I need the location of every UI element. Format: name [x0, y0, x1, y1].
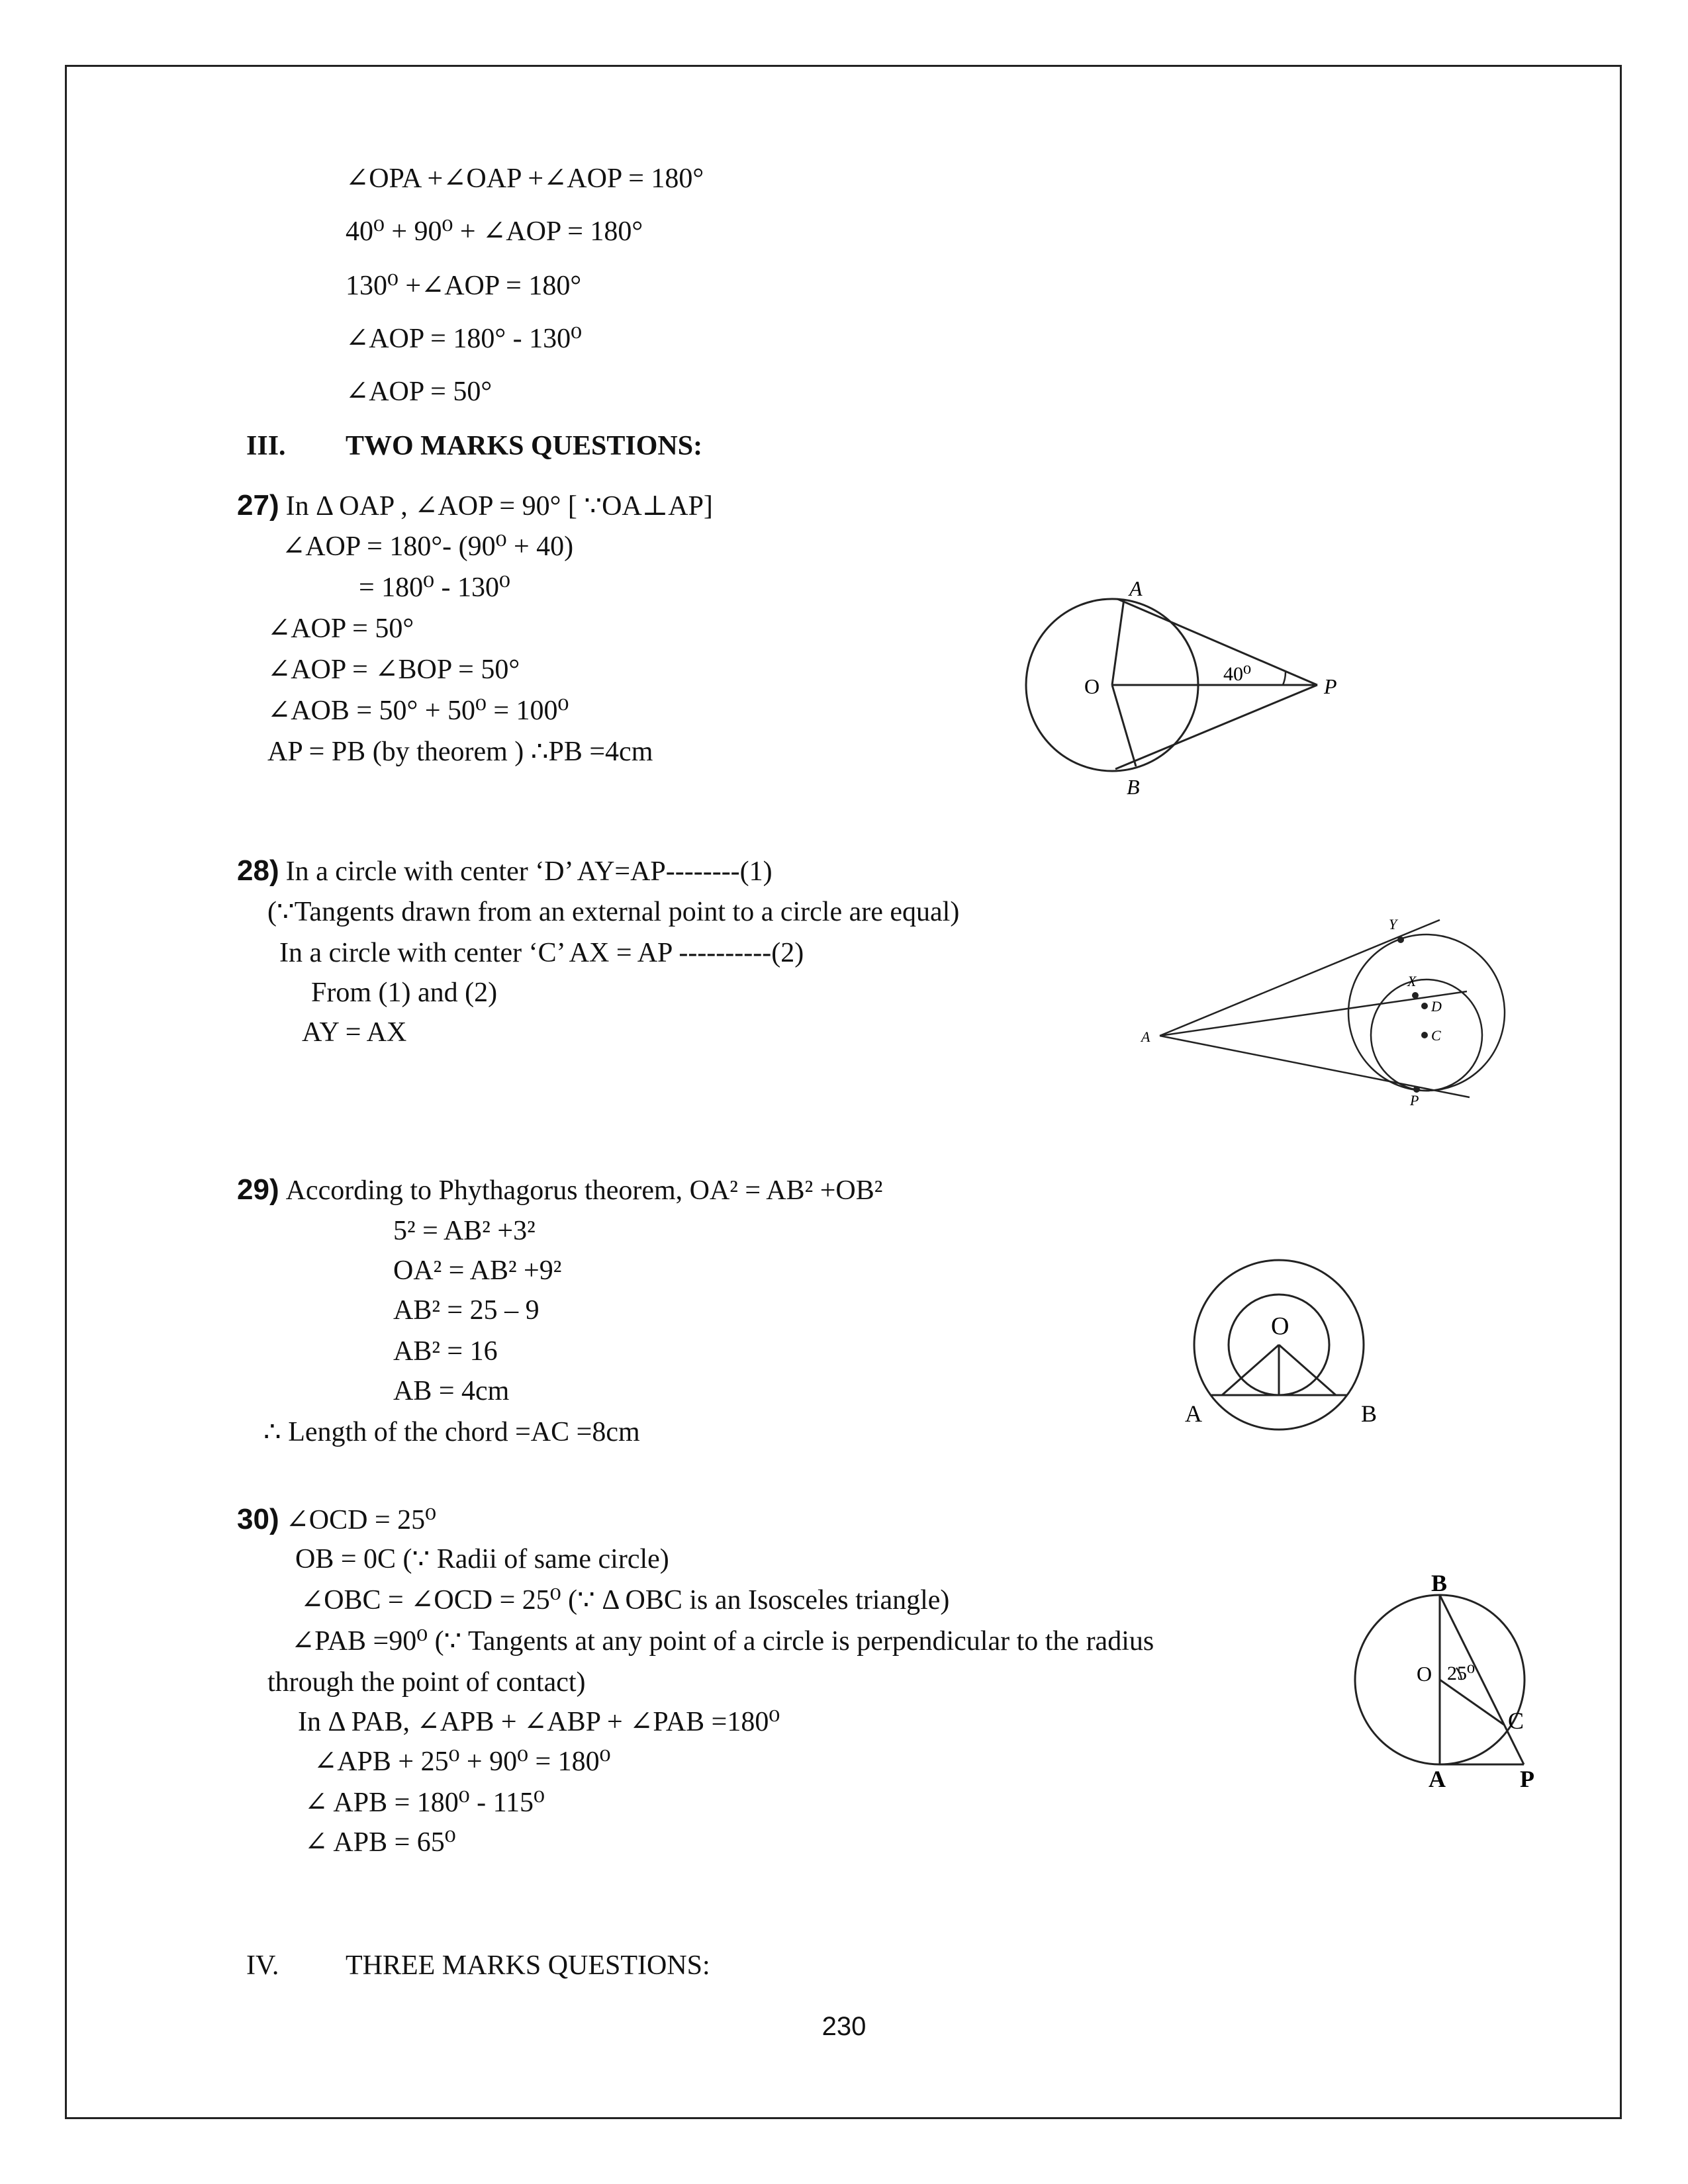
q28-label-x: X — [1407, 973, 1417, 989]
q28-label-d: D — [1431, 998, 1442, 1015]
top-line-2: 40⁰ + 90⁰ + ∠AOP = 180° — [346, 216, 643, 247]
q30-number: 30) — [237, 1503, 279, 1535]
top-line-3: 130⁰ +∠AOP = 180° — [346, 271, 582, 301]
q27-label-p: P — [1324, 674, 1337, 698]
q29-figure — [1178, 1257, 1403, 1430]
q27-label-a: A — [1129, 576, 1143, 600]
section-3-title: TWO MARKS QUESTIONS: — [346, 431, 703, 461]
q29-line-2: 5² = AB² +3² — [393, 1216, 536, 1246]
q28-label-a: A — [1141, 1028, 1150, 1045]
q27-line-1: 27) In Δ OAP , ∠AOP = 90° [ ∵OA⊥AP] — [237, 489, 713, 522]
q27-label-o: O — [1084, 674, 1100, 698]
q30-label-c: C — [1508, 1707, 1524, 1734]
q29-label-a: A — [1185, 1400, 1202, 1427]
q30-line-1: 30) ∠OCD = 25⁰ — [237, 1503, 436, 1535]
q28-line-1: 28) In a circle with center ‘D’ AY=AP--------(1) — [237, 854, 773, 887]
q30-line-6: In Δ PAB, ∠APB + ∠ABP + ∠PAB =180⁰ — [298, 1707, 780, 1737]
q28-label-c: C — [1431, 1027, 1441, 1044]
q27-label-angle: 40⁰ — [1223, 663, 1252, 685]
q30-label-b: B — [1431, 1570, 1448, 1596]
q30-line-7: ∠APB + 25⁰ + 90⁰ = 180⁰ — [314, 1747, 611, 1777]
section-4-roman: IV. — [246, 1950, 279, 1981]
q28-label-y: Y — [1389, 916, 1397, 933]
top-line-5: ∠AOP = 50° — [346, 377, 492, 407]
q28-line-4: From (1) and (2) — [311, 978, 498, 1008]
q30-label-a: A — [1429, 1766, 1446, 1792]
q29-label-o: O — [1271, 1312, 1289, 1340]
q27-number: 27) — [237, 489, 279, 522]
q30-line-9: ∠ APB = 65⁰ — [305, 1827, 456, 1858]
q29-line-5: AB² = 16 — [393, 1336, 498, 1367]
q30-line-3: ∠OBC = ∠OCD = 25⁰ (∵ Δ OBC is an Isosceles triangle) — [301, 1585, 950, 1615]
section-4-title: THREE MARKS QUESTIONS: — [346, 1950, 710, 1981]
q27-line-2: ∠AOP = 180°- (90⁰ + 40) — [282, 531, 574, 562]
q29-line-6: AB = 4cm — [393, 1376, 510, 1406]
top-line-4: ∠AOP = 180° - 130⁰ — [346, 324, 582, 354]
page-number: 230 — [821, 2012, 867, 2041]
q30-figure — [1350, 1569, 1562, 1794]
q29-line-7: ∴ Length of the chord =AC =8cm — [263, 1417, 640, 1447]
top-line-1: ∠OPA +∠OAP +∠AOP = 180° — [346, 163, 704, 194]
section-3-roman: III. — [246, 431, 286, 461]
q30-line-5: through the point of contact) — [267, 1667, 586, 1698]
q27-line-5: ∠AOP = ∠BOP = 50° — [267, 655, 520, 685]
q27-line-7: AP = PB (by theorem ) ∴PB =4cm — [267, 737, 653, 767]
q28-line-3: In a circle with center ‘C’ AX = AP ----------(2) — [279, 938, 804, 968]
q29-label-b: B — [1361, 1400, 1378, 1427]
q28-line-5: AY = AX — [302, 1017, 407, 1048]
q28-label-p: P — [1410, 1092, 1419, 1109]
q29-line-3: OA² = AB² +9² — [393, 1255, 562, 1286]
q27-line-3: = 180⁰ - 130⁰ — [359, 572, 510, 603]
q27-line-4: ∠AOP = 50° — [267, 614, 414, 644]
q30-line-2: OB = 0C (∵ Radii of same circle) — [295, 1544, 669, 1574]
q29-line-4: AB² = 25 – 9 — [393, 1295, 539, 1326]
q27-figure — [1006, 569, 1350, 801]
q28-line-2: (∵Tangents drawn from an external point to a circle are equal) — [267, 897, 960, 927]
q30-label-p: P — [1520, 1766, 1534, 1792]
q30-line-4: ∠PAB =90⁰ (∵ Tangents at any point of a circle is perpendicular to the radius — [291, 1626, 1154, 1657]
q30-line-8: ∠ APB = 180⁰ - 115⁰ — [305, 1788, 545, 1818]
q30-label-o: O — [1417, 1662, 1432, 1686]
q30-label-angle: 25⁰ — [1447, 1662, 1476, 1684]
q29-line-1: 29) According to Phythagorus theorem, OA² = AB² +OB² — [237, 1173, 883, 1206]
q28-outer-circle — [1348, 934, 1505, 1091]
q29-number: 29) — [237, 1173, 279, 1206]
q27-label-b: B — [1127, 775, 1140, 799]
q27-line-6: ∠AOB = 50° + 50⁰ = 100⁰ — [267, 696, 569, 726]
q28-figure — [1139, 913, 1509, 1109]
q28-number: 28) — [237, 854, 279, 887]
